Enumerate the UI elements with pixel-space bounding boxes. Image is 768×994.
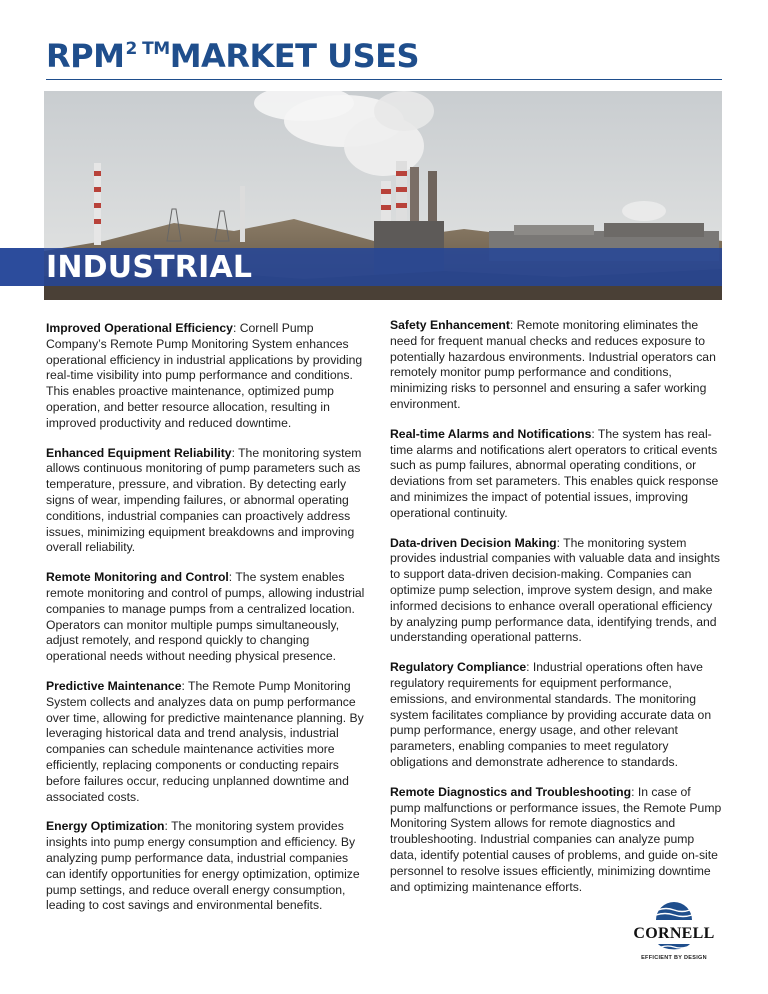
section-heading: Regulatory Compliance — [390, 660, 527, 675]
title-rest: MARKET USES — [169, 37, 420, 75]
right-column — [390, 318, 722, 909]
section-heading: Safety Enhancement — [390, 318, 510, 332]
title-superscript: 2 TM — [125, 39, 170, 59]
cornell-logo — [630, 898, 718, 968]
section-equipment-reliability — [46, 446, 368, 557]
section-heading: Data-driven Decision Making — [390, 535, 557, 550]
section-body: : The system has real-time alarms and notifications alert operators to critical events such as pump failures, abnormal operating conditions, or deviations from set parameters. This enables quick response and minimizes the impact of potential issues, improving operational continuity. — [390, 426, 719, 520]
section-heading: Predictive Maintenance — [46, 678, 182, 693]
left-column — [46, 321, 368, 928]
section-predictive-maintenance — [46, 679, 368, 805]
logo-wordmark: CORNELL — [633, 925, 715, 942]
title-divider — [46, 79, 722, 80]
section-body: : The monitoring system provides insights into pump energy consumption and efficiency. By analyzing pump performance data, industrial companies can identify opportunities for energy optimization, optimize pump settings, and reduce overall energy consumption, leading to cost savings and environmental benefits. — [46, 819, 360, 913]
section-remote-diagnostics — [390, 785, 722, 896]
section-body: : Industrial operations often have regulatory requirements for equipment performance, emissions, and environmental standards. The monitoring system facilitates compliance by providing accurate data on pump performance, energy usage, and other relevant parameters, enabling companies to meet regulatory obligations and demonstrate adherence to standards. — [390, 660, 712, 769]
section-safety-enhancement — [390, 318, 722, 413]
section-heading: Enhanced Equipment Reliability — [46, 445, 232, 460]
section-body: : In case of pump malfunctions or performance issues, the Remote Pump Monitoring System allows for remote diagnostics and troubleshooting. Industrial companies can analyze pump data, identify potential causes of problems, and guide on-site personnel to resolve issues efficiently, minimizing downtime and optimizing maintenance efforts. — [390, 784, 722, 894]
section-body: : The Remote Pump Monitoring System collects and analyzes data on pump performance over time, allowing for predictive maintenance planning. By leveraging historical data and trend analysis, industrial companies can schedule maintenance activities more efficiently, replacing components or conducting repairs before failures occur, reducing unplanned downtime and associated costs. — [46, 678, 364, 804]
section-heading: Real-time Alarms and Notifications — [390, 426, 592, 441]
section-data-driven-decisions — [390, 536, 722, 647]
page-title — [46, 37, 420, 75]
section-alarms-notifications — [390, 427, 722, 522]
section-heading: Energy Optimization — [46, 819, 165, 834]
section-heading: Remote Diagnostics and Troubleshooting — [390, 784, 632, 799]
section-heading: Remote Monitoring and Control — [46, 570, 229, 585]
section-heading: Improved Operational Efficiency — [46, 321, 233, 335]
section-body: : The monitoring system allows continuous monitoring of pump parameters such as temperature, pressure, and vibration. By detecting early signs of wear, impending failures, or abnormal operating conditions, industrial companies can proactively address issues, minimizing equipment breakdowns and improving overall reliability. — [46, 445, 362, 555]
section-energy-optimization — [46, 819, 368, 914]
section-body: : The monitoring system provides industrial companies with valuable data and insights to support data-driven decision-making. Companies can optimize pump selection, improve system design, and make informed decisions to enhance overall operational efficiency by analyzing pump performance data, identifying trends, and understanding operational patterns. — [390, 535, 720, 645]
section-body: : The system enables remote monitoring and control of pumps, allowing industrial companies to manage pumps from a centralized location. Operators can monitor multiple pumps simultaneously, adjust remotely, and respond quickly to changing operational needs without needing physical presence. — [46, 570, 365, 664]
section-operational-efficiency — [46, 321, 368, 432]
section-body: : Remote monitoring eliminates the need for frequent manual checks and reduces exposure to potentially hazardous environments. Industrial operators can remotely monitor pump performance and conditions, minimizing risks to personnel and ensuring a safer working environment. — [390, 318, 716, 411]
section-regulatory-compliance — [390, 660, 722, 771]
section-remote-monitoring — [46, 570, 368, 665]
logo-tagline: EFFICIENT BY DESIGN — [641, 955, 707, 961]
title-main: RPM — [46, 37, 125, 75]
section-body: : Cornell Pump Company’s Remote Pump Monitoring System enhances operational efficiency in industrial applications by providing real-time visibility into pump performance and conditions. This enables proactive maintenance, optimized pump operation, and better resource allocation, resulting in improved productivity and reduced downtime. — [46, 321, 363, 430]
hero-label: INDUSTRIAL — [46, 250, 253, 285]
